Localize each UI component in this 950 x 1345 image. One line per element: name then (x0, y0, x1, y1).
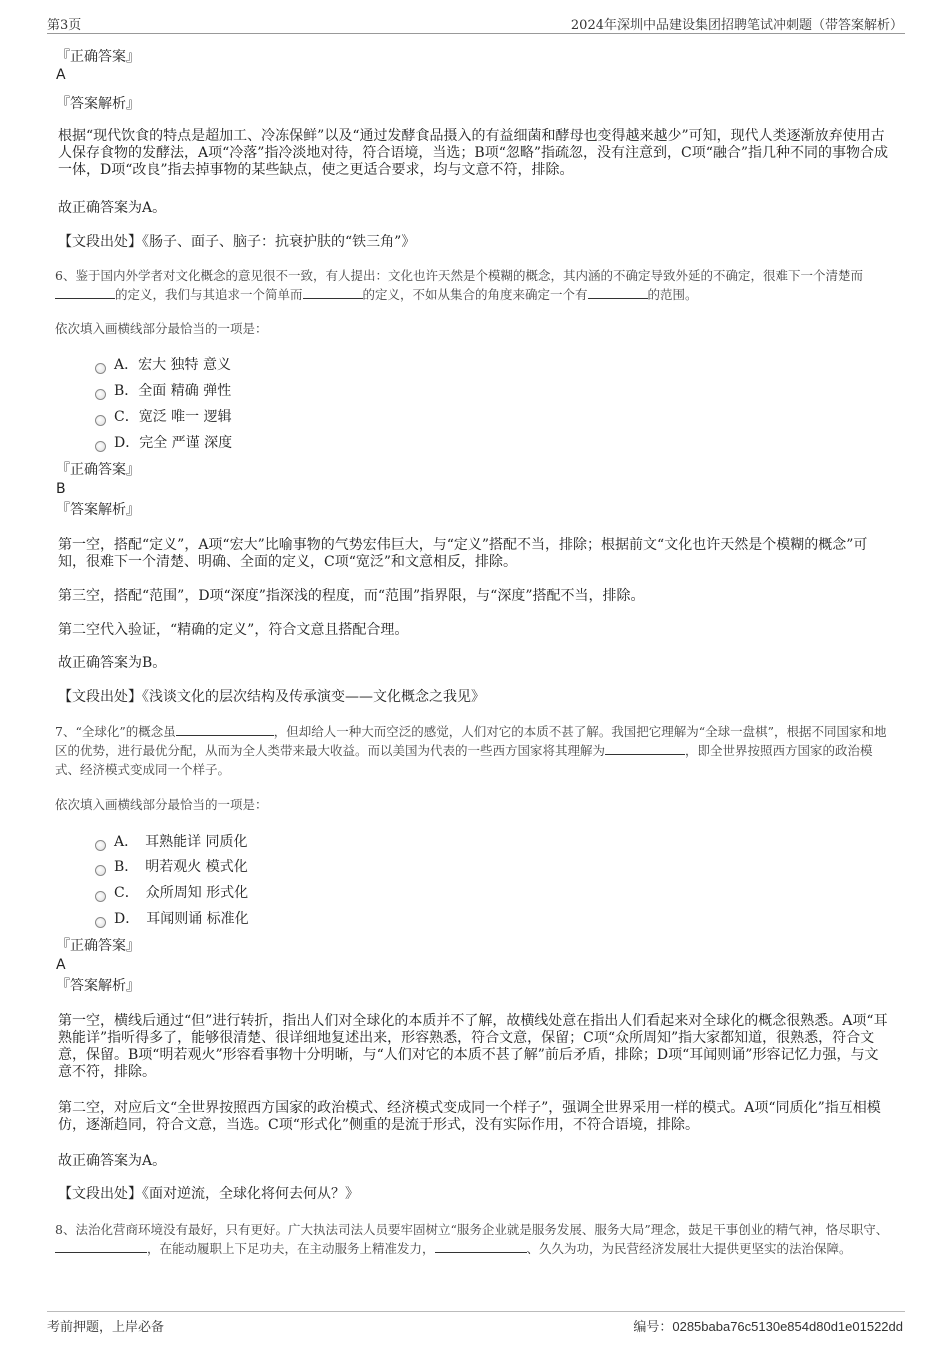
radio-icon[interactable] (95, 363, 106, 374)
question-prompt: 依次填入画横线部分最恰当的一项是： (55, 321, 268, 336)
option-d[interactable] (95, 910, 249, 928)
stem-part: 、久久为功，为民营经济发展壮大提供更坚实的法治保障。 (526, 1241, 852, 1256)
option-a[interactable] (95, 356, 231, 374)
option-label: D．完全 严谨 深度 (114, 435, 233, 451)
option-label: A．宏大 独特 意义 (114, 357, 232, 373)
source-text: 【文段出处】《浅谈文化的层次结构及传承演变——文化概念之我见》 (58, 689, 485, 705)
blank-line (605, 742, 685, 755)
code-value: 0285baba76c5130e854d80d1e01522dd (672, 1319, 903, 1334)
conclusion-text: 故正确答案为B。 (58, 655, 167, 671)
conclusion-text: 故正确答案为A。 (58, 200, 167, 216)
page-number: 第3页 (47, 18, 82, 33)
document-title: 2024年深圳中品建设集团招聘笔试冲刺题（带答案解析） (570, 18, 903, 33)
radio-icon[interactable] (95, 917, 106, 928)
blank-line (303, 286, 363, 299)
blank-line (55, 1240, 147, 1253)
analysis-text: 第二空代入验证，“精确的定义”，符合文意且搭配合理。 (58, 622, 409, 638)
stem-part: ，在能动履职上下足功夫，在主动服务上精准发力， (147, 1241, 435, 1256)
option-label: B．全面 精确 弹性 (114, 383, 232, 399)
option-label: B． 明若观火 模式化 (114, 859, 248, 875)
analysis-text: 第一空，横线后通过“但”进行转折，指出人们对全球化的本质并不了解，故横线处意在指出人们看起来对全球化的概念很熟悉。A项“耳熟能详”指听得多了，能够很清楚、很详细地复述出来，形容熟悉，符合文意，保留；C项“众所周知”指大家都知道，很熟悉，符合文意，保留。B项“明若观火”形容看事物十分明晰，与“人们对它的本质不甚了解”前后矛盾，排除；D项“耳闻则诵”形容记忆力强，与文意不符，排除。 (58, 1013, 888, 1080)
option-label: D． 耳闻则诵 标准化 (114, 911, 249, 927)
answer-value: A (56, 957, 66, 973)
blank-line (435, 1240, 527, 1253)
analysis-label: 『答案解析』 (56, 502, 140, 518)
stem-part: ，但却给人一种大而空泛的感觉，人们对它的本质不甚了解。我国把它理解为“全球一盘棋”，根据不同国家和地区的优势，进行最优分配，从而为全人类带来最大收益。而以美国为代表的一些西方国家将其理解为 (55, 724, 887, 758)
answer-label: 『正确答案』 (56, 938, 140, 954)
code-label: 编号： (633, 1320, 673, 1335)
radio-icon[interactable] (95, 441, 106, 452)
stem-part: 的范围。 (647, 287, 698, 302)
analysis-text: 第三空，搭配“范围”，D项“深度”指深浅的程度，而“范围”指界限，与“深度”搭配不当，排除。 (58, 588, 645, 604)
stem-part: 6、鉴于国内外学者对文化概念的意见很不一致，有人提出：文化也许天然是个模糊的概念，其内涵的不确定导致外延的不确定，很难下一个清楚而 (55, 268, 863, 283)
footer-divider (47, 1311, 905, 1312)
radio-icon[interactable] (95, 389, 106, 400)
stem-part: 8、法治化营商环境没有最好，只有更好。广大执法司法人员要牢固树立“服务企业就是服务发展、服务大局”理念，鼓足干事创业的精气神，恪尽职守、 (55, 1222, 889, 1237)
option-b[interactable] (95, 858, 248, 876)
radio-icon[interactable] (95, 891, 106, 902)
question-stem (55, 1220, 897, 1258)
analysis-label: 『答案解析』 (56, 978, 140, 994)
radio-icon[interactable] (95, 865, 106, 876)
option-d[interactable] (95, 434, 232, 452)
option-a[interactable] (95, 833, 248, 851)
answer-value: B (56, 481, 66, 497)
option-c[interactable] (95, 884, 248, 902)
document-code (633, 1316, 903, 1335)
analysis-text: 第二空，对应后文“全世界按照西方国家的政治模式、经济模式变成同一个样子”，强调全世界采用一样的模式。A项“同质化”指互相模仿，逐渐趋同，符合文意，当选。C项“形式化”侧重的是流于形式，没有实际作用，不符合语境，排除。 (58, 1100, 881, 1133)
blank-line (55, 286, 115, 299)
option-label: C．宽泛 唯一 逻辑 (114, 409, 232, 425)
option-label: C． 众所周知 形式化 (114, 885, 249, 901)
option-c[interactable] (95, 408, 232, 426)
answer-value: A (56, 67, 66, 83)
answer-label: 『正确答案』 (56, 462, 140, 478)
option-label: A． 耳熟能详 同质化 (114, 834, 248, 850)
radio-icon[interactable] (95, 415, 106, 426)
answer-label: 『正确答案』 (56, 49, 140, 65)
radio-icon[interactable] (95, 840, 106, 851)
analysis-text: 根据“现代饮食的特点是超加工、冷冻保鲜”以及“通过发酵食品摄入的有益细菌和酵母也变得越来越少”可知，现代人类逐渐放弃使用古人保存食物的发酵法，A项“冷落”指冷淡地对待，符合语境，当选；B项“忽略”指疏忽，没有注意到，C项“融合”指几种不同的事物合成一体，D项“改良”指去掉事物的某些缺点，使之更适合要求，均与文意不符，排除。 (58, 128, 889, 178)
blank-line (588, 286, 648, 299)
source-text: 【文段出处】《面对逆流，全球化将何去何从？》 (58, 1186, 359, 1202)
question-stem (55, 266, 897, 304)
stem-part: 的定义，我们与其追求一个简单而 (115, 287, 303, 302)
question-stem (55, 722, 897, 779)
source-text: 【文段出处】《肠子、面子、脑子：抗衰护肤的“铁三角”》 (58, 234, 416, 250)
header-divider (47, 33, 905, 34)
blank-line (176, 723, 274, 736)
question-prompt: 依次填入画横线部分最恰当的一项是： (55, 797, 268, 812)
option-b[interactable] (95, 382, 231, 400)
stem-part: 7、“全球化”的概念虽 (55, 724, 176, 739)
analysis-label: 『答案解析』 (56, 96, 140, 112)
conclusion-text: 故正确答案为A。 (58, 1153, 167, 1169)
stem-part: 的定义，不如从集合的角度来确定一个有 (362, 287, 588, 302)
footer-slogan: 考前押题，上岸必备 (47, 1320, 165, 1335)
stem-part: ，即全世界按照西方国家的政治模式、经济模式变成同一个样子。 (55, 743, 873, 777)
analysis-text: 第一空，搭配“定义”，A项“宏大”比喻事物的气势宏伟巨大，与“定义”搭配不当，排除；根据前文“文化也许天然是个模糊的概念”可知，很难下一个清楚、明确、全面的定义，C项“宽泛”和文意相反，排除。 (58, 537, 868, 570)
